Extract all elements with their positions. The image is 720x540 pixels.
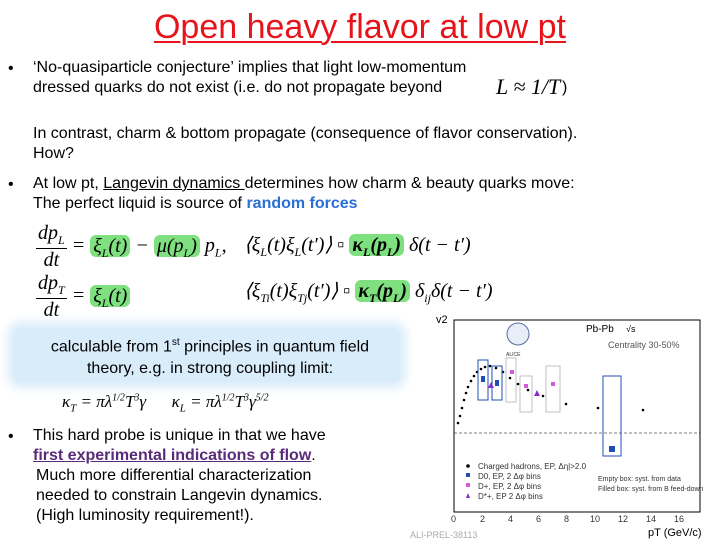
random-forces-term: random forces	[246, 195, 358, 212]
bullet-3-line-1	[33, 174, 713, 194]
svg-text:ALICE: ALICE	[506, 352, 521, 358]
callout-superscript: st	[171, 337, 180, 348]
bullet-1-line-2	[33, 78, 573, 98]
svg-text:6: 6	[536, 514, 542, 524]
svg-text:10: 10	[590, 514, 601, 524]
svg-text:D0, EP, 2 Δφ bins: D0, EP, 2 Δφ bins	[478, 472, 541, 481]
svg-text:Centrality 30-50%: Centrality 30-50%	[608, 340, 680, 350]
bullet-4-line-4: needed to constrain Langevin dynamics.	[36, 487, 323, 504]
bullet-4-period: .	[311, 447, 316, 464]
bullet-3-line-2-prefix: The perfect liquid is source of	[33, 195, 247, 212]
svg-text:Pb-Pb: Pb-Pb	[586, 324, 614, 335]
svg-text:16: 16	[674, 514, 685, 524]
paragraph-2-line-2: How?	[33, 145, 74, 162]
callout-line-1-suffix: principles in quantum field	[179, 338, 370, 356]
bullet-4-line-2	[33, 446, 413, 466]
svg-text:D*+, EP 2 Δφ bins: D*+, EP 2 Δφ bins	[478, 492, 543, 501]
svg-text:2: 2	[480, 514, 486, 524]
flow-indication-term: first experimental indications of flow	[33, 447, 312, 464]
svg-text:Empty box: syst. from data: Empty box: syst. from data	[598, 476, 681, 483]
bullet-marker: •	[8, 60, 14, 77]
langevin-equation-longitudinal: $\frac{dp_L}{dt}$ = $\xi_L(t) - \mu(p_L)$ $p_L$,	[38, 222, 227, 271]
v2-plot-svg	[448, 318, 704, 528]
noise-correlator-transverse: $⟨\xi_{Ti}(t)\xi_{Tj}(t')⟩$ ▫ $\kappa_T(p_L) \delta_{ij}\delta(t - t')$	[244, 280, 493, 305]
bullet-4-line-3: Much more differential characterization	[36, 467, 312, 484]
bullet-4-line-1: This hard probe is unique in that we have	[33, 427, 326, 444]
bullet-1-line-2-text: dressed quarks do not exist (i.e. do not propagate beyond	[33, 79, 443, 96]
bullet-1-close-paren: )	[562, 79, 568, 96]
kappa-strong-coupling-formulas: $\kappa_T = \pi\lambda^{1/2}T^3\gamma$ $\kappa_L = \pi\lambda^{1/2}T^3\gamma^{5/2}$	[62, 392, 269, 415]
bullet-1-line-1: ‘No-quasiparticle conjecture’ implies that light low-momentum	[33, 59, 467, 76]
svg-text:Filled box: syst. from B feed-: Filled box: syst. from B feed-down	[598, 486, 704, 493]
bullet-4-text	[33, 426, 413, 526]
bullet-marker: •	[8, 176, 14, 193]
paragraph-2	[33, 124, 713, 164]
noise-correlator-longitudinal: $⟨\xi_L(t)\xi_L(t')⟩$ ▫ $\kappa_L(p_L) \delta(t - t')$	[244, 234, 471, 259]
y-axis-label: v2	[436, 314, 448, 326]
bullet-1-text	[33, 58, 573, 98]
paragraph-2-line-1: In contrast, charm & bottom propagate (consequence of flavor conservation).	[33, 125, 578, 142]
callout-text	[20, 332, 400, 380]
bullet-3-text	[33, 174, 713, 214]
svg-text:12: 12	[618, 514, 629, 524]
callout-line-1	[20, 332, 400, 358]
langevin-equation-transverse: $\frac{dp_T}{dt}$ = $\xi_L(t)$	[36, 272, 130, 322]
plot-footer: ALI-PREL-38113	[410, 530, 478, 540]
svg-text:4: 4	[508, 514, 514, 524]
svg-text:0: 0	[451, 514, 457, 524]
bullet-4-line-5: (High luminosity requirement!).	[36, 507, 254, 524]
svg-text:D+, EP, 2 Δφ bins: D+, EP, 2 Δφ bins	[478, 482, 542, 491]
slide-title: Open heavy flavor at low pt	[153, 8, 566, 46]
length-scale-formula: L ≈ 1/T	[496, 74, 561, 99]
bullet-marker: •	[8, 428, 14, 445]
bullet-3-line-2	[33, 194, 713, 214]
bullet-3-prefix: At low pt,	[33, 175, 104, 192]
x-axis-label: pT (GeV/c)	[648, 527, 702, 539]
langevin-dynamics-term: Langevin dynamics	[103, 175, 245, 192]
svg-text:14: 14	[646, 514, 657, 524]
bullet-3-suffix: determines how charm & beauty quarks move:	[244, 175, 575, 192]
svg-text:8: 8	[564, 514, 570, 524]
svg-text:Charged hadrons, EP, Δη|>2.0: Charged hadrons, EP, Δη|>2.0	[478, 462, 587, 471]
callout-line-1-prefix: calculable from 1	[50, 338, 172, 356]
callout-line-2: theory, e.g. in strong coupling limit:	[86, 360, 334, 378]
v2-plot-figure	[448, 318, 704, 528]
svg-text:√s: √s	[626, 324, 636, 334]
